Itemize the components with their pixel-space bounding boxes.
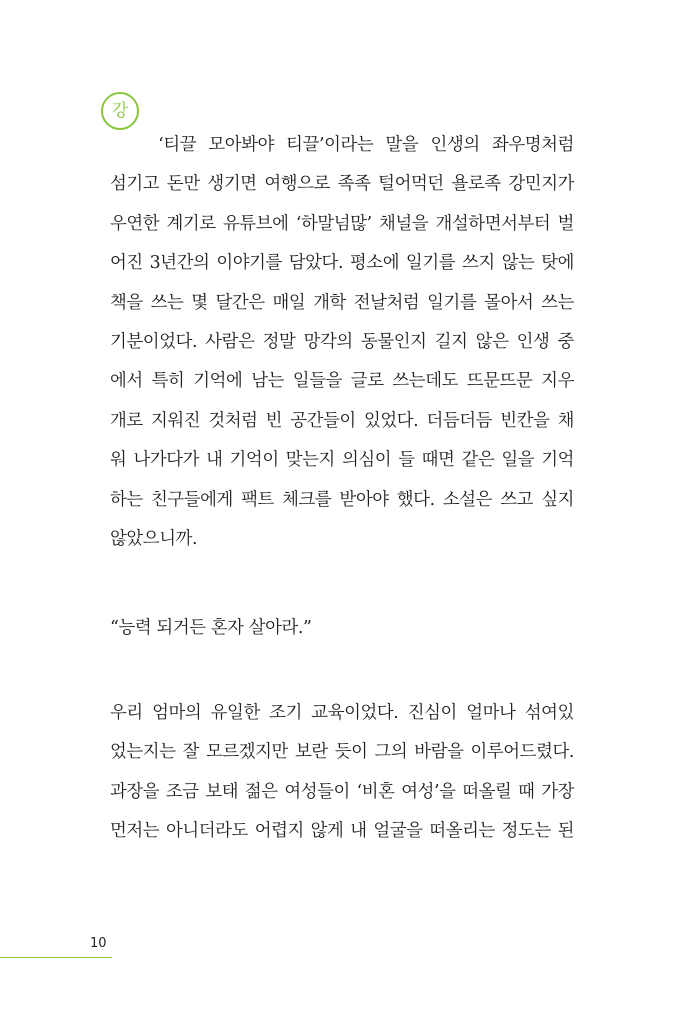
- paragraph-1-line: 어진 3년간의 이야기를 담았다. 평소에 일기를 쓰지 않는 탓에: [110, 253, 574, 274]
- paragraph-1-line: 기분이었다. 사람은 정말 망각의 동물인지 길지 않은 인생 중: [110, 331, 574, 352]
- paragraph-1-line: 우연한 계기로 유튜브에 ‘하말넘많’ 채널을 개설하면서부터 벌: [110, 213, 574, 234]
- paragraph-1-line: 않았으니까.: [110, 528, 198, 549]
- paragraph-1-line: 책을 쓰는 몇 달간은 매일 개학 전날처럼 일기를 몰아서 쓰는: [110, 292, 574, 313]
- paragraph-1-line: 에서 특히 기억에 남는 일들을 글로 쓰는데도 뜨문뜨문 지우: [110, 371, 574, 392]
- paragraph-1-line: ‘티끌 모아봐야 티끌’이라는 말을 인생의 좌우명처럼: [110, 135, 574, 155]
- speaker-badge: 강: [101, 92, 139, 130]
- paragraph-2-line: 과장을 조금 보태 젊은 여성들이 ‘비혼 여성’을 떠올릴 때 가장: [110, 781, 574, 802]
- paragraph-2-line: 우리 엄마의 유일한 조기 교육이었다. 진심이 얼마나 섞여있: [110, 703, 574, 723]
- footer-rule: [0, 957, 112, 958]
- paragraph-2-line: 었는지는 잘 모르겠지만 보란 듯이 그의 바람을 이루어드렸다.: [110, 742, 574, 763]
- page-number: 10: [90, 936, 107, 951]
- paragraph-2-line: 먼저는 아니더라도 어렵지 않게 내 얼굴을 떠올리는 정도는 된: [110, 821, 574, 842]
- paragraph-1-line: 섬기고 돈만 생기면 여행으로 족족 털어먹던 욜로족 강민지가: [110, 174, 574, 195]
- paragraph-1: [110, 126, 574, 559]
- paragraph-1-line: 워 나가다가 내 기억이 맞는지 의심이 들 때면 같은 일을 기억: [110, 450, 574, 471]
- paragraph-1-line: 개로 지워진 것처럼 빈 공간들이 있었다. 더듬더듬 빈칸을 채: [110, 410, 574, 431]
- quote: [110, 609, 574, 648]
- paragraph-1-line: 하는 친구들에게 팩트 체크를 받아야 했다. 소설은 쓰고 싶지: [110, 489, 574, 510]
- paragraph-2: [110, 694, 574, 852]
- quote-text: “능력 되거든 혼자 살아라.”: [110, 618, 312, 638]
